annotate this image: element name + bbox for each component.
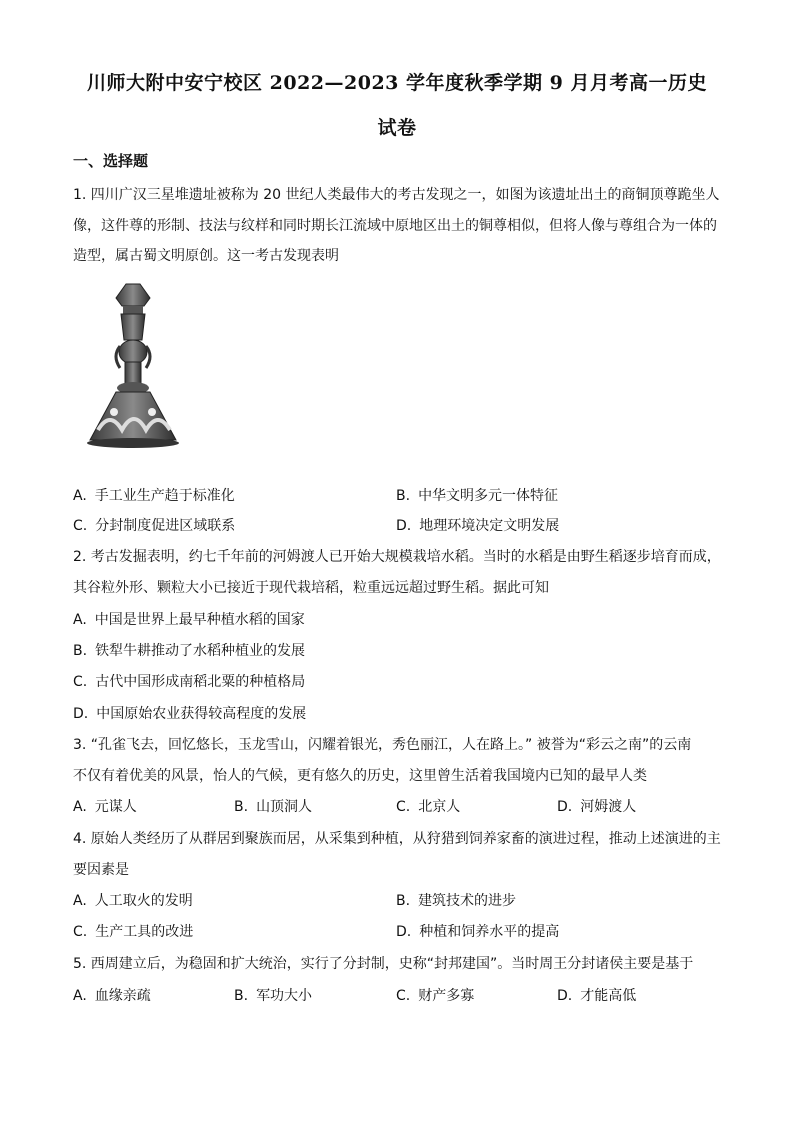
q3-option-d[interactable]: D. 河姆渡人 — [557, 799, 637, 815]
q5-option-c[interactable]: C. 财产多寡 — [396, 988, 475, 1004]
q2-option-c[interactable]: C. 古代中国形成南稻北粟的种植格局 — [73, 674, 306, 690]
q3-option-b[interactable]: B. 山顶洞人 — [234, 799, 313, 815]
q1-option-a[interactable]: A. 手工业生产趋于标准化 — [73, 488, 235, 504]
q3-option-c[interactable]: C. 北京人 — [396, 799, 461, 815]
q4-option-c[interactable]: C. 生产工具的改进 — [73, 924, 194, 940]
paper-title-continued: 试卷 — [377, 117, 417, 139]
q3-option-a[interactable]: A. 元谋人 — [73, 799, 137, 815]
q4-option-b[interactable]: B. 建筑技术的进步 — [396, 893, 517, 909]
q2-option-a[interactable]: A. 中国是世界上最早种植水稻的国家 — [73, 612, 305, 628]
question-3-line-2: 不仅有着优美的风景，怡人的气候，更有悠久的历史，这里曾生活着我国境内已知的最早人类 — [73, 768, 647, 784]
question-3-line-1: 3. “孔雀飞去，回忆悠长，玉龙雪山，闪耀着银光，秀色丽江，人在路上。” 被誉为“彩云之南”的云南 — [73, 737, 692, 753]
bronze-zun-kneeling-figure-icon — [76, 280, 191, 460]
q5-option-b[interactable]: B. 军功大小 — [234, 988, 313, 1004]
q4-option-d[interactable]: D. 种植和饲养水平的提高 — [396, 924, 560, 940]
q2-option-b[interactable]: B. 铁犁牛耕推动了水稻种植业的发展 — [73, 643, 306, 659]
question-1-line-2: 像，这件尊的形制、技法与纹样和同时期长江流域中原地区出土的铜尊相似，但将人像与尊组合为一体的 — [73, 218, 717, 234]
question-4-line-1: 4. 原始人类经历了从群居到聚族而居，从采集到种植，从狩猎到饲养家畜的演进过程，推动上述演进的主 — [73, 831, 721, 847]
q5-option-d[interactable]: D. 才能高低 — [557, 988, 637, 1004]
question-2-line-1: 2. 考古发掘表明，约七千年前的河姆渡人已开始大规模栽培水稻。当时的水稻是由野生稻逐步培育而成， — [73, 549, 721, 565]
q2-option-d[interactable]: D. 中国原始农业获得较高程度的发展 — [73, 706, 307, 722]
paper-title: 川师大附中安宁校区 2022—2023 学年度秋季学期 9 月月考高一历史 — [87, 72, 707, 94]
section-heading: 一、选择题 — [73, 152, 149, 170]
question-2-line-2: 其谷粒外形、颗粒大小已接近于现代栽培稻，粒重远远超过野生稻。据此可知 — [73, 580, 549, 596]
question-5-line-1: 5. 西周建立后，为稳固和扩大统治，实行了分封制，史称“封邦建国”。当时周王分封诸侯主要是基于 — [73, 956, 694, 972]
question-4-line-2: 要因素是 — [73, 862, 129, 878]
question-1-line-3: 造型，属古蜀文明原创。这一考古发现表明 — [73, 248, 339, 264]
q4-option-a[interactable]: A. 人工取火的发明 — [73, 893, 193, 909]
q1-option-b[interactable]: B. 中华文明多元一体特征 — [396, 488, 559, 504]
q1-option-c[interactable]: C. 分封制度促进区域联系 — [73, 518, 236, 534]
question-1-line-1: 1. 四川广汉三星堆遗址被称为 20 世纪人类最伟大的考古发现之一，如图为该遗址出土的商铜顶尊跪坐人 — [73, 187, 720, 203]
q5-option-a[interactable]: A. 血缘亲疏 — [73, 988, 151, 1004]
q1-option-d[interactable]: D. 地理环境决定文明发展 — [396, 518, 560, 534]
